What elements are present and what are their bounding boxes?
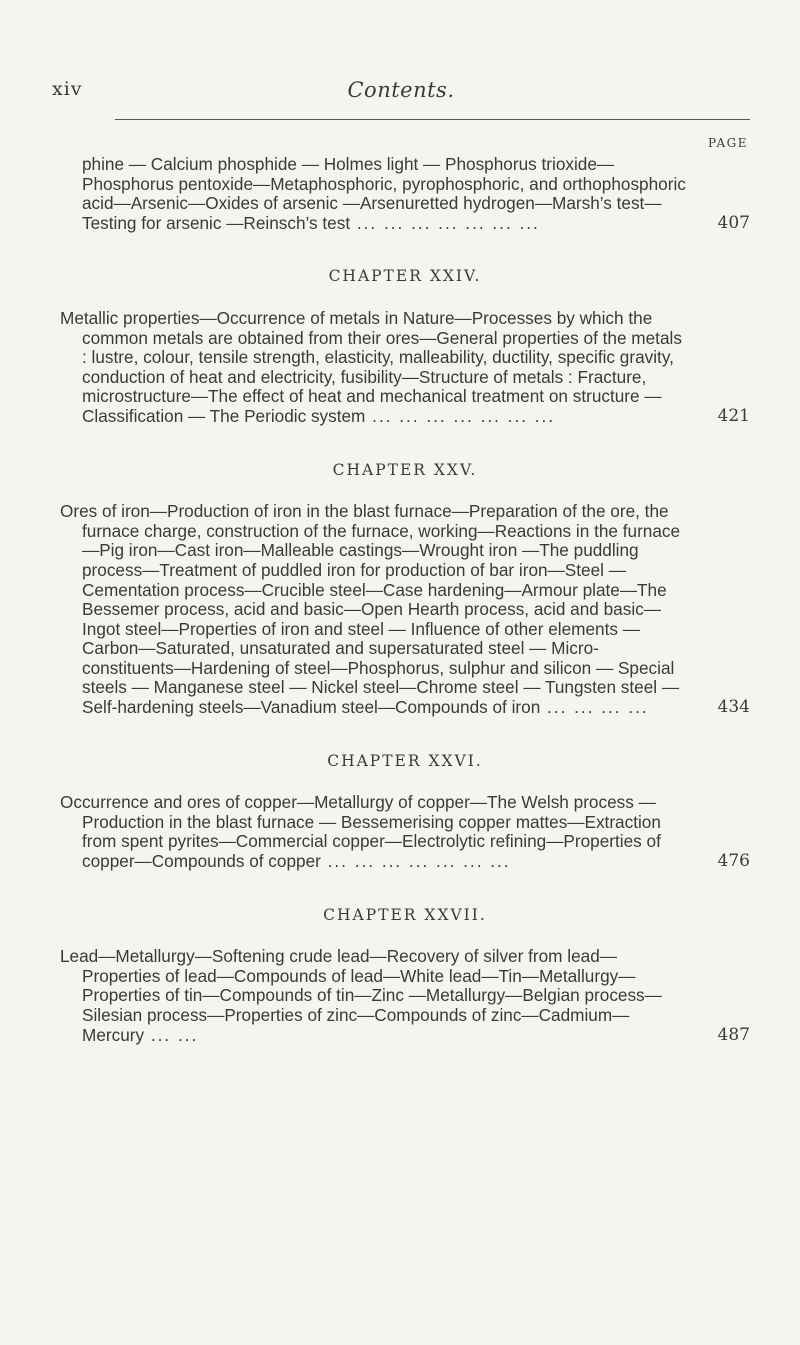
dot-leader: ... ... — [144, 1024, 199, 1045]
page-header — [52, 78, 750, 108]
entry-page-number: 434 — [717, 697, 750, 718]
entry-page-number: 476 — [717, 851, 750, 872]
toc-entry — [60, 793, 750, 871]
chapter-heading: CHAPTER XXV. — [332, 460, 478, 479]
toc-entry — [60, 502, 750, 718]
dot-leader: ... ... ... ... ... ... ... — [320, 851, 511, 872]
toc-entry — [60, 947, 750, 1045]
chapter-heading: CHAPTER XXVI. — [327, 751, 483, 770]
running-title: Contents. — [347, 78, 455, 102]
header-rule — [115, 119, 750, 120]
entry-page-number: 407 — [717, 212, 750, 233]
dot-leader: ... ... ... ... ... ... ... — [365, 405, 556, 426]
entry-description: phine — Calcium phosphide — Holmes light — Phosphorus trioxide—Phosphorus pentoxide—Metaphosphoric, pyrophosphoric, and orthophosphoric acid—Arsenic—Oxides of arsenic —Arsenuretted hydrogen—Marsh’s test—Testing for arsenic —Reinsch’s test — [82, 154, 686, 233]
dot-leader: ... ... ... ... ... ... ... — [350, 212, 540, 233]
toc-entry-continuation — [60, 155, 750, 233]
dot-leader: ... ... ... ... — [540, 697, 649, 718]
entry-page-number: 487 — [717, 1024, 750, 1045]
entry-description: Lead—Metallurgy—Softening crude lead—Recovery of silver from lead—Properties of lead—Compounds of lead—White lead—Tin—Metallurgy—Properties of tin—Compounds of tin—Zinc —Metallurgy—Belgian process—Silesian process—Properties of zinc—Compounds of zinc—Cadmium—Mercury — [60, 946, 662, 1045]
entry-description: Occurrence and ores of copper—Metallurgy of copper—The Welsh process — Production in the blast furnace — Bessemerising copper mattes—Extraction from spent pyrites—Commercial copper—Electrolytic refining—Properties of copper—Compounds of copper — [60, 792, 661, 872]
contents-list — [60, 155, 750, 1045]
chapter-heading: CHAPTER XXIV. — [328, 267, 482, 286]
entry-description: Ores of iron—Production of iron in the blast furnace—Preparation of the ore, the furnace charge, construction of the furnace, working—Reactions in the furnace—Pig iron—Cast iron—Malleable castings—Wrought iron —The puddling process—Treatment of puddled iron for production of bar iron—Steel —Cementation process—Crucible steel—Case hardening—Armour plate—The Bessemer process, acid and basic—Open Hearth process, acid and basic—Ingot steel—Properties of iron and steel — Influence of other elements — Carbon—Saturated, unsaturated and supersaturated steel — Micro-constituents—Hardening of steel—Phosphorus, sulphur and silicon — Special steels — Manganese steel — Nickel steel—Chrome steel — Tungsten steel — Self-hardening steels—Vanadium steel—Compounds of iron — [60, 501, 681, 718]
entry-description: Metallic properties—Occurrence of metals in Nature—Processes by which the common metals are obtained from their ores—General properties of the metals : lustre, colour, tensile strength, elasticity, malleability, ductility, specific gravity, conduction of heat and electricity, fusibility—Structure of metals : Fracture, microstructure—The effect of heat and mechanical treatment on structure — Classification — The Periodic system — [60, 307, 682, 426]
entry-page-number: 421 — [717, 405, 750, 426]
chapter-heading: CHAPTER XXVII. — [323, 905, 487, 924]
folio: xiv — [52, 78, 83, 100]
toc-entry — [60, 309, 750, 427]
page-column-label: PAGE — [708, 136, 748, 150]
